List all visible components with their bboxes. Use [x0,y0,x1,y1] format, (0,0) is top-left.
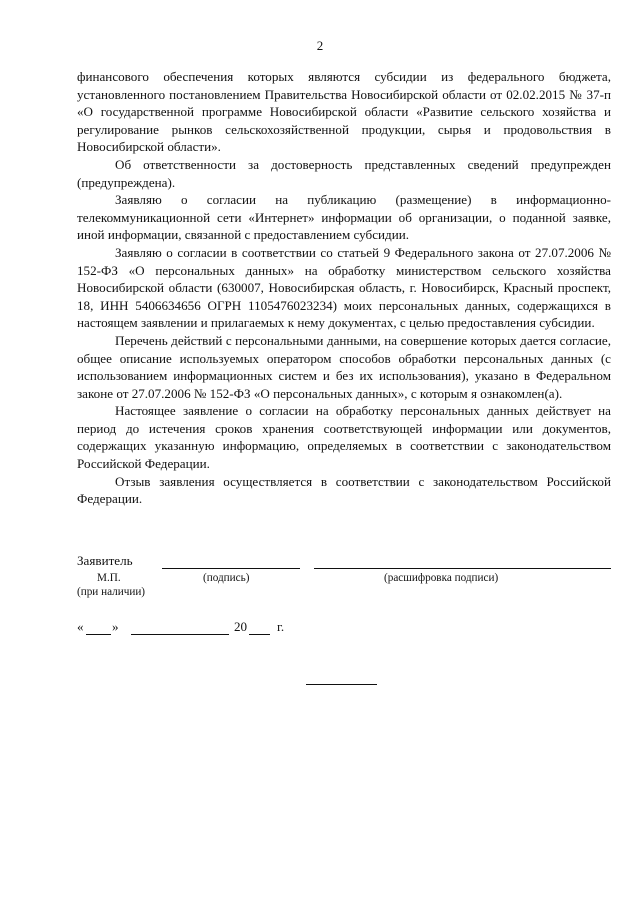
signature-caption: (подпись) [203,572,250,584]
month-field-line[interactable] [131,634,229,635]
signature-row [77,553,611,573]
paragraph-publication-consent: Заявляю о согласии на публикацию (размещение) в информационно-телекоммуникационной сети «Интернет» информации об организации, о поданной заявке, иной информации, связанной с предоставлением субсидии. [77,192,611,243]
applicant-label: Заявитель [77,553,133,568]
mp-label: М.П. [97,572,121,584]
document-body [77,68,611,508]
signature-line[interactable] [162,568,300,569]
mp-note: (при наличии) [77,586,146,598]
year-prefix: 20 [234,619,248,634]
paragraph-personal-data-consent: Заявляю о согласии в соответствии со статьей 9 Федерального закона от 27.07.2006 № 152-ФЗ «О персональных данных» на обработку министерством сельского хозяйства Новосибирской области (630007, Новосибирская область, г. Новосибирск, Красный проспект, 18, ИНН 5406634656 ОГРН 1105476023234) моих персональных данных, содержащихся в настоящем заявлении и прилагаемых к нему документах, с целью предоставления субсидии. [77,244,611,331]
paragraph-funding: финансового обеспечения которых являются субсидии из федерального бюджета, установленного постановлением Правительства Новосибирской области от 02.02.2015 № 37-п «О государственной программе Новосибирской области «Развитие сельского хозяйства и регулирование рынков сельскохозяйственной продукции, сырья и продовольствия в Новосибирской области». [77,69,611,155]
paragraph-withdrawal: Отзыв заявления осуществляется в соответствии с законодательством Российской Федерации. [77,473,611,507]
paragraph-actions-list: Перечень действий с персональными данными, на совершение которых дается согласие, общее описание используемых оператором способов обработки персональных данных (с использованием информационных систем и без их использования), указано в Федеральном законе от 27.07.2006 № 152-ФЗ «О персональных данных», с которым я ознакомлен(а). [77,332,611,401]
year-field-line[interactable] [249,634,270,635]
end-of-document-line [306,684,377,685]
year-suffix: г. [277,619,285,634]
paragraph-validity-period: Настоящее заявление о согласии на обработку персональных данных действует на период до истечения сроков хранения соответствующей информации или документов, содержащих указанную информацию, определяемых в соответствии с законодательством Российской Федерации. [77,403,611,472]
day-field-line[interactable] [86,634,111,635]
page-number: 2 [316,38,324,53]
name-caption: (расшифровка подписи) [384,572,499,584]
paragraph-responsibility: Об ответственности за достоверность представленных сведений предупрежден (предупреждена). [77,156,611,190]
signature-name-line[interactable] [314,568,611,569]
date-open-quote: « [77,619,84,634]
date-row [77,619,377,639]
date-close-quote: » [112,619,119,634]
